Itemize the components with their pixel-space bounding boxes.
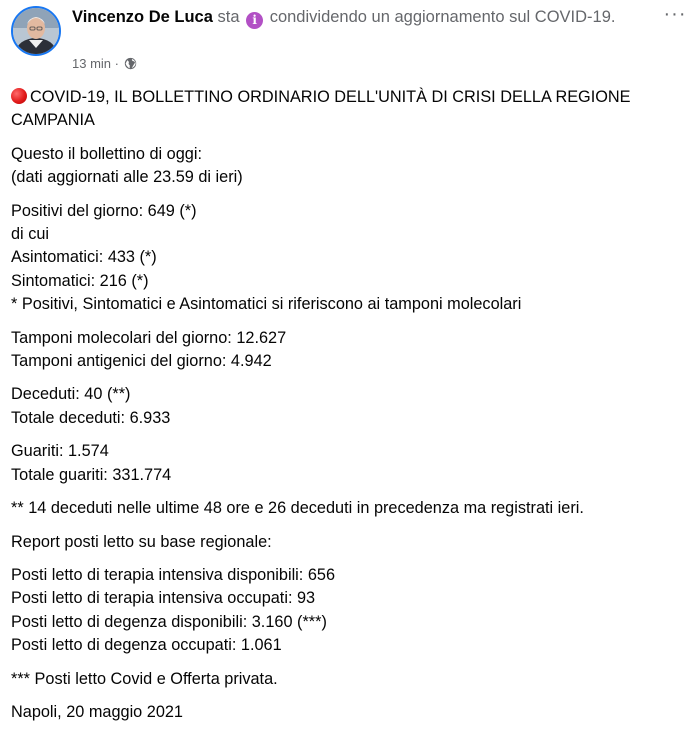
report-title-paragraph: [11, 531, 691, 554]
signature-paragraph: [11, 701, 691, 724]
text-line: Totale deceduti: 6.933: [11, 408, 171, 427]
text-line: Napoli, 20 maggio 2021: [11, 702, 183, 721]
deceduti-paragraph: [11, 383, 691, 430]
post-timestamp[interactable]: 13 min: [72, 56, 112, 71]
post-title-paragraph: [11, 86, 691, 133]
activity-verb: sta: [217, 8, 240, 26]
author-name[interactable]: Vincenzo De Luca: [72, 8, 213, 26]
note-posti-paragraph: [11, 668, 691, 691]
text-line: Asintomatici: 433 (*): [11, 248, 157, 267]
info-icon: i: [246, 12, 263, 29]
positivi-paragraph: [11, 200, 691, 317]
intro-paragraph: [11, 143, 691, 190]
more-options-button[interactable]: [663, 3, 687, 28]
text-line: Report posti letto su base regionale:: [11, 532, 272, 551]
text-line: Tamponi antigenici del giorno: 4.942: [11, 352, 272, 371]
note-deceduti-paragraph: [11, 497, 691, 520]
text-line: * Positivi, Sintomatici e Asintomatici si riferiscono ai tamponi molecolari: [11, 295, 522, 314]
text-line: Totale guariti: 331.774: [11, 465, 172, 484]
text-line: Posti letto di degenza disponibili: 3.160 (***): [11, 612, 327, 631]
text-line: Posti letto di terapia intensiva occupati: 93: [11, 589, 316, 608]
text-line: Posti letto di degenza occupati: 1.061: [11, 636, 282, 655]
text-line: *** Posti letto Covid e Offerta privata.: [11, 669, 278, 688]
text-line: Positivi del giorno: 649 (*): [11, 201, 197, 220]
red-circle-icon: [11, 88, 27, 104]
tamponi-paragraph: [11, 327, 691, 374]
text-line: Tamponi molecolari del giorno: 12.627: [11, 328, 287, 347]
text-line: (dati aggiornati alle 23.59 di ieri): [11, 168, 243, 187]
guariti-paragraph: [11, 440, 691, 487]
text-line: Questo il bollettino di oggi:: [11, 144, 202, 163]
text-line: ** 14 deceduti nelle ultime 48 ore e 26 deceduti in precedenza ma registrati ieri.: [11, 499, 584, 518]
text-line: Guariti: 1.574: [11, 442, 109, 461]
post-title: COVID-19, IL BOLLETTINO ORDINARIO DELL'UNITÀ DI CRISI DELLA REGIONE CAMPANIA: [11, 88, 631, 130]
text-line: di cui: [11, 225, 50, 244]
post-meta: [72, 55, 137, 73]
text-line: Sintomatici: 216 (*): [11, 271, 149, 290]
meta-separator: ·: [114, 56, 119, 71]
activity-text: condividendo un aggiornamento sul COVID-19.: [269, 8, 616, 26]
posti-letto-paragraph: [11, 564, 691, 658]
avatar-portrait: [13, 8, 59, 54]
post-body: [11, 86, 691, 734]
text-line: Deceduti: 40 (**): [11, 385, 131, 404]
globe-icon[interactable]: [124, 57, 137, 70]
more-options-icon: ···: [663, 3, 687, 25]
author-avatar[interactable]: [11, 6, 61, 56]
text-line: Posti letto di terapia intensiva disponibili: 656: [11, 565, 336, 584]
post-header: [72, 5, 657, 29]
